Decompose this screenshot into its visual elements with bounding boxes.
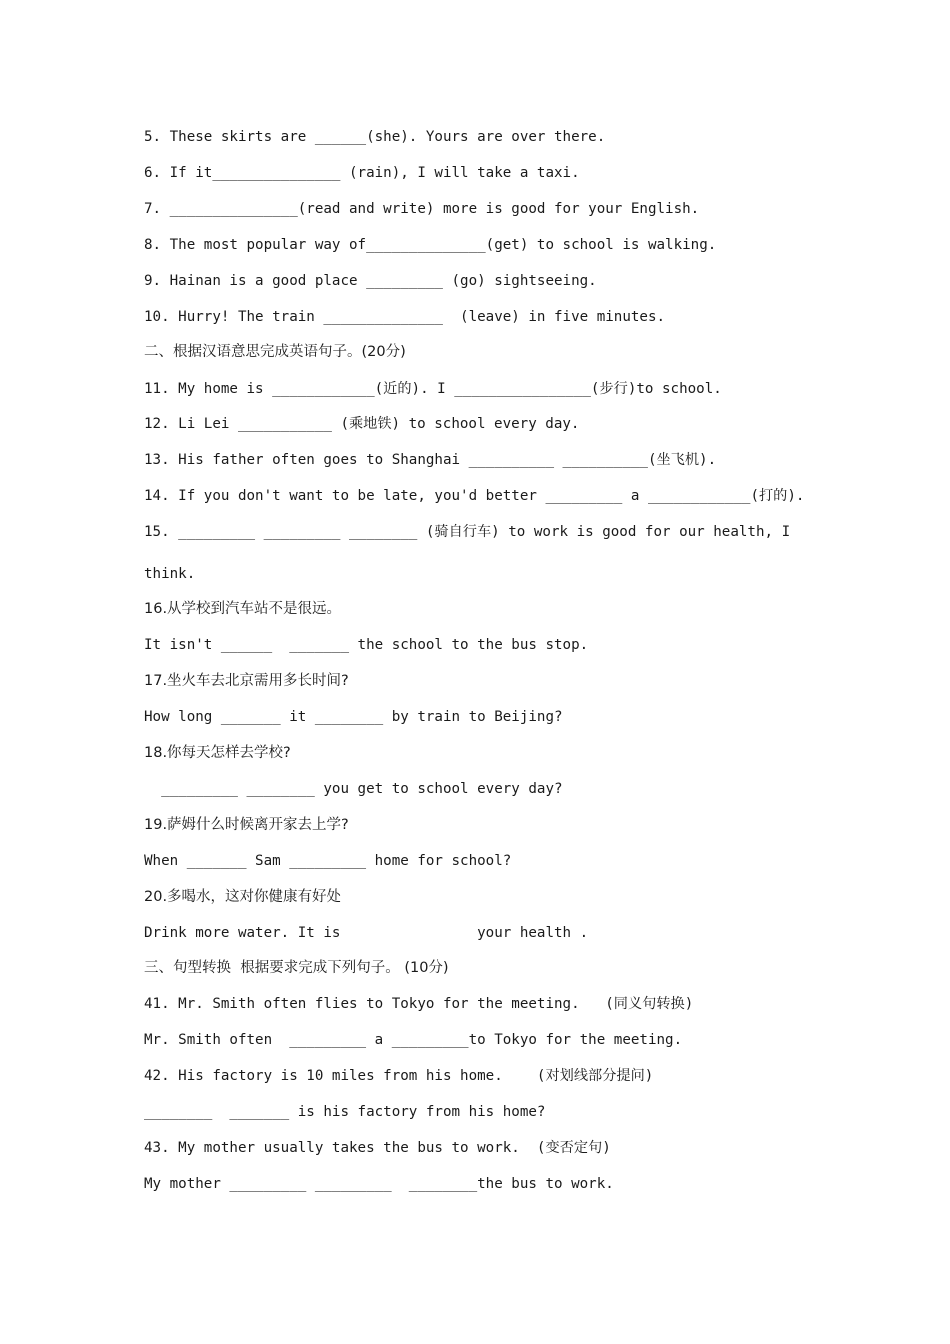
question-18-prompt: 18.你每天怎样去学校? xyxy=(144,745,291,761)
question-19-answer: When _______ Sam _________ home for school? xyxy=(144,853,512,869)
question-5: 5. These skirts are ______(she). Yours are over there. xyxy=(144,129,606,145)
question-43: 43. My mother usually takes the bus to work. (变否定句) xyxy=(144,1140,611,1156)
question-6: 6. If it_______________ (rain), I will take a taxi. xyxy=(144,165,580,181)
question-7: 7. _______________(read and write) more is good for your English. xyxy=(144,201,700,217)
question-14: 14. If you don't want to be late, you'd better _________ a ____________(打的). xyxy=(144,488,805,504)
question-20-answer: Drink more water. It is your health . xyxy=(144,925,589,941)
question-43-answer: My mother _________ _________ ________the bus to work. xyxy=(144,1176,614,1192)
question-9: 9. Hainan is a good place _________ (go) sightseeing. xyxy=(144,273,597,289)
section-3-heading: 三、句型转换 根据要求完成下列句子。 (10分) xyxy=(144,960,449,976)
question-11: 11. My home is ____________(近的). I ________________(步行)to school. xyxy=(144,381,722,397)
question-19-prompt: 19.萨姆什么时候离开家去上学? xyxy=(144,817,349,833)
question-20-prompt: 20.多喝水，这对你健康有好处 xyxy=(144,889,342,905)
question-41: 41. Mr. Smith often flies to Tokyo for the meeting. (同义句转换) xyxy=(144,996,694,1012)
question-42: 42. His factory is 10 miles from his home. (对划线部分提问) xyxy=(144,1068,654,1084)
question-41-answer: Mr. Smith often _________ a _________to Tokyo for the meeting. xyxy=(144,1032,683,1048)
question-15-continued: think. xyxy=(144,566,196,582)
question-42-answer: ________ _______ is his factory from his home? xyxy=(144,1104,546,1120)
question-12: 12. Li Lei ___________ (乘地铁) to school every day. xyxy=(144,416,580,432)
question-17-answer: How long _______ it ________ by train to Beijing? xyxy=(144,709,563,725)
section-2-heading: 二、根据汉语意思完成英语句子。(20分) xyxy=(144,344,406,360)
question-16-prompt: 16.从学校到汽车站不是很远。 xyxy=(144,601,342,617)
question-17-prompt: 17.坐火车去北京需用多长时间? xyxy=(144,673,349,689)
question-10: 10. Hurry! The train ______________ (leave) in five minutes. xyxy=(144,309,666,325)
question-13: 13. His father often goes to Shanghai __________ __________(坐飞机). xyxy=(144,452,717,468)
question-18-answer: _________ ________ you get to school every day? xyxy=(144,781,563,797)
question-16-answer: It isn't ______ _______ the school to the bus stop. xyxy=(144,637,589,653)
question-15: 15. _________ _________ ________ (骑自行车) to work is good for our health, I xyxy=(144,524,791,540)
question-8: 8. The most popular way of______________(get) to school is walking. xyxy=(144,237,717,253)
